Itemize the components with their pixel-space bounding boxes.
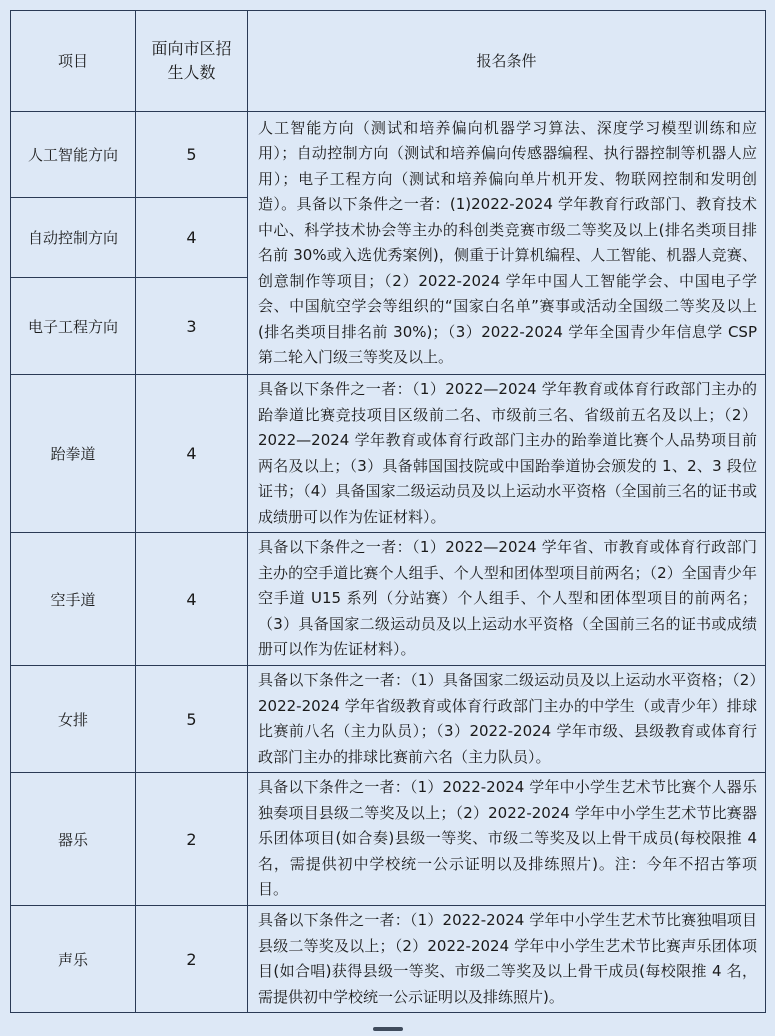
scroll-handle[interactable] — [373, 1027, 403, 1031]
header-requirements: 报名条件 — [248, 11, 766, 112]
row-count: 5 — [136, 112, 248, 198]
row-name: 器乐 — [11, 773, 136, 906]
row-requirements: 具备以下条件之一者：（1）2022—2024 学年省、市教育或体育行政部门主办的空手道比赛个人组手、个人型和团体型项目前两名；（2）全国青少年空手道 U15 系列（分站赛）个人组手、个人型和团体型项目的前两名；（3）具备国家二级运动员及以上运动水平资格（全国前三名的证书或成绩册可以作为佐证材料）。 — [248, 533, 766, 666]
header-project: 项目 — [11, 11, 136, 112]
table-row — [11, 773, 766, 906]
row-count: 5 — [136, 666, 248, 773]
admission-table — [10, 10, 766, 1013]
row-requirements: 具备以下条件之一者：（1）2022-2024 学年中小学生艺术节比赛个人器乐独奏项目县级二等奖及以上；（2）2022-2024 学年中小学生艺术节比赛器乐团体项目(如合奏)县级一等奖、市级二等奖及以上骨干成员(每校限推 4 名，需提供初中学校统一公示证明以及排练照片)。注：今年不招古筝项目。 — [248, 773, 766, 906]
row-name: 跆拳道 — [11, 375, 136, 533]
row-name: 女排 — [11, 666, 136, 773]
table-row — [11, 906, 766, 1013]
table-row — [11, 375, 766, 533]
row-name: 人工智能方向 — [11, 112, 136, 198]
row-requirements-tech: 人工智能方向（测试和培养偏向机器学习算法、深度学习模型训练和应用）；自动控制方向（测试和培养偏向传感器编程、执行器控制等机器人应用）；电子工程方向（测试和培养偏向单片机开发、物联网控制和发明创造）。具备以下条件之一者：(1)2022-2024 学年教育行政部门、教育技术中心、科学技术协会等主办的科创类竞赛市级二等奖及以上(排名类项目排名前 30%或入选优秀案例)，侧重于计算机编程、人工智能、机器人竞赛、创意制作等项目；（2）2022-2024 学年中国人工智能学会、中国电子学会、中国航空学会等组织的“国家白名单”赛事或活动全国级二等奖及以上(排名类项目排名前 30%)；（3）2022-2024 学年全国青少年信息学 CSP 第二轮入门级三等奖及以上。 — [248, 112, 766, 375]
row-name: 空手道 — [11, 533, 136, 666]
header-row — [11, 11, 766, 112]
row-name: 自动控制方向 — [11, 198, 136, 278]
row-requirements: 具备以下条件之一者：（1）具备国家二级运动员及以上运动水平资格；（2）2022-2024 学年省级教育或体育行政部门主办的中学生（或青少年）排球比赛前八名（主力队员）；（3）2022-2024 学年市级、县级教育或体育行政部门主办的排球比赛前六名（主力队员）。 — [248, 666, 766, 773]
header-quota: 面向市区招生人数 — [136, 11, 248, 112]
row-count: 4 — [136, 375, 248, 533]
row-name: 声乐 — [11, 906, 136, 1013]
row-name: 电子工程方向 — [11, 278, 136, 375]
table-row — [11, 666, 766, 773]
table-row — [11, 533, 766, 666]
table-row — [11, 112, 766, 198]
row-count: 4 — [136, 533, 248, 666]
row-count: 2 — [136, 773, 248, 906]
row-requirements: 具备以下条件之一者：（1）2022—2024 学年教育或体育行政部门主办的跆拳道比赛竞技项目区级前二名、市级前三名、省级前五名及以上；（2）2022—2024 学年教育或体育行政部门主办的跆拳道比赛个人品势项目前两名及以上；（3）具备韩国国技院或中国跆拳道协会颁发的 1、2、3 段位证书；（4）具备国家二级运动员及以上运动水平资格（全国前三名的证书或成绩册可以作为佐证材料）。 — [248, 375, 766, 533]
row-count: 4 — [136, 198, 248, 278]
row-requirements: 具备以下条件之一者：（1）2022-2024 学年中小学生艺术节比赛独唱项目县级二等奖及以上；（2）2022-2024 学年中小学生艺术节比赛声乐团体项目(如合唱)获得县级一等奖、市级二等奖及以上骨干成员(每校限推 4 名，需提供初中学校统一公示证明以及排练照片)。 — [248, 906, 766, 1013]
row-count: 3 — [136, 278, 248, 375]
row-count: 2 — [136, 906, 248, 1013]
